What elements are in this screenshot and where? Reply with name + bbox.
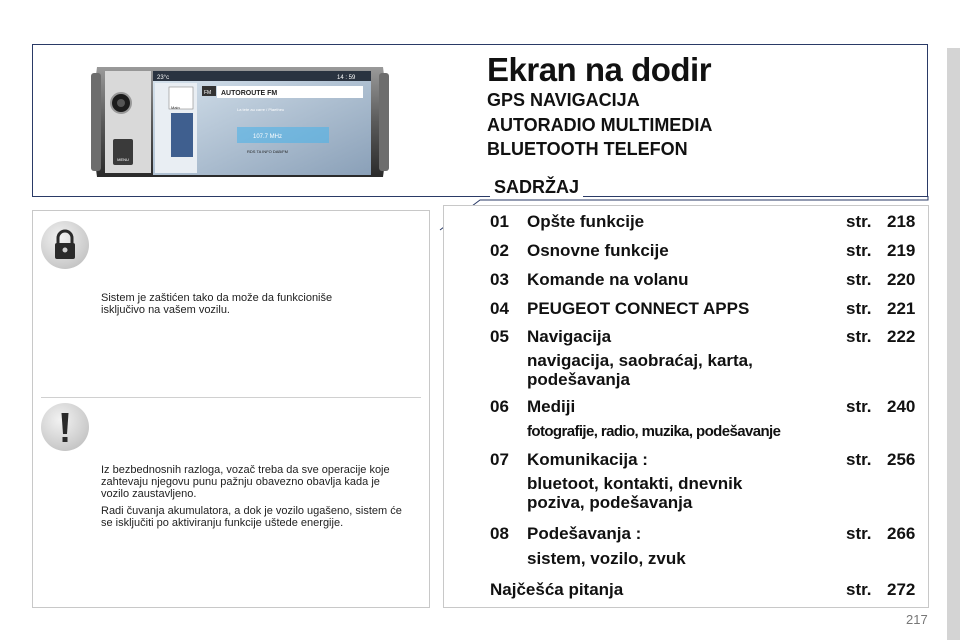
toc-entry-page: 222 — [887, 327, 916, 346]
toc-entry-number: 03 — [490, 270, 509, 289]
svg-text:23°c: 23°c — [157, 75, 170, 81]
toc-entry-str-label: str. — [846, 524, 872, 543]
warning-icon — [41, 403, 89, 451]
toc-entry-name: Opšte funkcije — [527, 212, 645, 231]
subtitle-bluetooth: BLUETOOTH TELEFON — [487, 139, 688, 159]
toc-entry-page: 266 — [887, 524, 916, 543]
toc-entry-name: Podešavanja : — [527, 524, 642, 543]
toc-entry-description: fotografije, radio, muzika, podešavanje — [527, 423, 781, 440]
toc-entry-page: 220 — [887, 270, 916, 289]
svg-text:RDS TA INFO DAB/FM: RDS TA INFO DAB/FM — [247, 149, 288, 154]
toc-entry-str-label: str. — [846, 299, 872, 318]
page-number: 217 — [906, 612, 928, 627]
svg-text:AUTOROUTE FM: AUTOROUTE FM — [221, 90, 278, 97]
svg-text:Main: Main — [171, 105, 180, 110]
toc-entry-str-label: str. — [846, 397, 872, 416]
toc-entry-str-label: str. — [846, 327, 872, 346]
toc-entry-description: bluetoot, kontakti, dnevnik poziva, podešavanja — [527, 474, 743, 512]
toc-entry-page: 256 — [887, 450, 916, 469]
toc-entry-number: 08 — [490, 524, 509, 543]
info-divider — [41, 397, 421, 398]
toc-entry-str-label: str. — [846, 450, 872, 469]
toc-entry-number: 06 — [490, 397, 509, 416]
svg-text:107.7 MHz: 107.7 MHz — [253, 134, 283, 140]
toc-entry-number: 05 — [490, 327, 509, 346]
toc-entry-number: 01 — [490, 212, 509, 231]
lock-icon — [41, 221, 89, 269]
svg-text:MENU: MENU — [117, 157, 129, 162]
toc-entry-name: Osnovne funkcije — [527, 241, 669, 260]
toc-entry-str-label: str. — [846, 241, 872, 260]
info-panel — [32, 210, 430, 608]
toc-entry-name: Komunikacija : — [527, 450, 648, 469]
toc-entry-description: sistem, vozilo, zvuk — [527, 549, 686, 568]
svg-text:14 : 59: 14 : 59 — [337, 75, 356, 81]
toc-entry-page: 272 — [887, 580, 916, 599]
subtitle-autoradio: AUTORADIO MULTIMEDIA — [487, 115, 713, 135]
toc-title: SADRŽAJ — [490, 177, 583, 198]
toc-entry-number: 02 — [490, 241, 509, 260]
toc-entry-page: 240 — [887, 397, 916, 416]
page-title: Ekran na dodir — [487, 51, 712, 88]
toc-entry-name: Mediji — [527, 397, 576, 416]
toc-entry-name: Navigacija — [527, 327, 612, 346]
toc-entry-name: Najčešća pitanja — [490, 580, 624, 599]
toc-entry-page: 219 — [887, 241, 916, 260]
warning-paragraph-1: Iz bezbednosnih razloga, vozač treba da sve operacije koje zahtevaju njegovu punu pažnju obavezno obavlja kada je vozilo zaustavljeno. — [101, 464, 390, 500]
subtitle-gps: GPS NAVIGACIJA — [487, 90, 640, 110]
toc-entry-description: navigacija, saobraćaj, karta, podešavanja — [527, 351, 753, 389]
svg-text:La tete au carre / Plaetheu: La tete au carre / Plaetheu — [237, 107, 285, 112]
toc-entry-name: PEUGEOT CONNECT APPS — [527, 299, 750, 318]
warning-paragraph-2: Radi čuvanja akumulatora, a dok je vozilo ugašeno, sistem će se isključiti po aktiviranju funkcije uštede energije. — [101, 505, 402, 529]
toc-entry-page: 221 — [887, 299, 916, 318]
toc-entry-number: 07 — [490, 450, 509, 469]
toc-entry-page: 218 — [887, 212, 916, 231]
svg-text:FM: FM — [204, 90, 212, 96]
toc-entry-str-label: str. — [846, 270, 872, 289]
toc-entry-number: 04 — [490, 299, 509, 318]
lock-note: Sistem je zaštićen tako da može da funkcioniše isključivo na vašem vozilu. — [101, 292, 333, 316]
toc-entry-str-label: str. — [846, 212, 872, 231]
warning-note — [101, 464, 411, 534]
toc-entry-str-label: str. — [846, 580, 872, 599]
toc-entry-name: Komande na volanu — [527, 270, 689, 289]
